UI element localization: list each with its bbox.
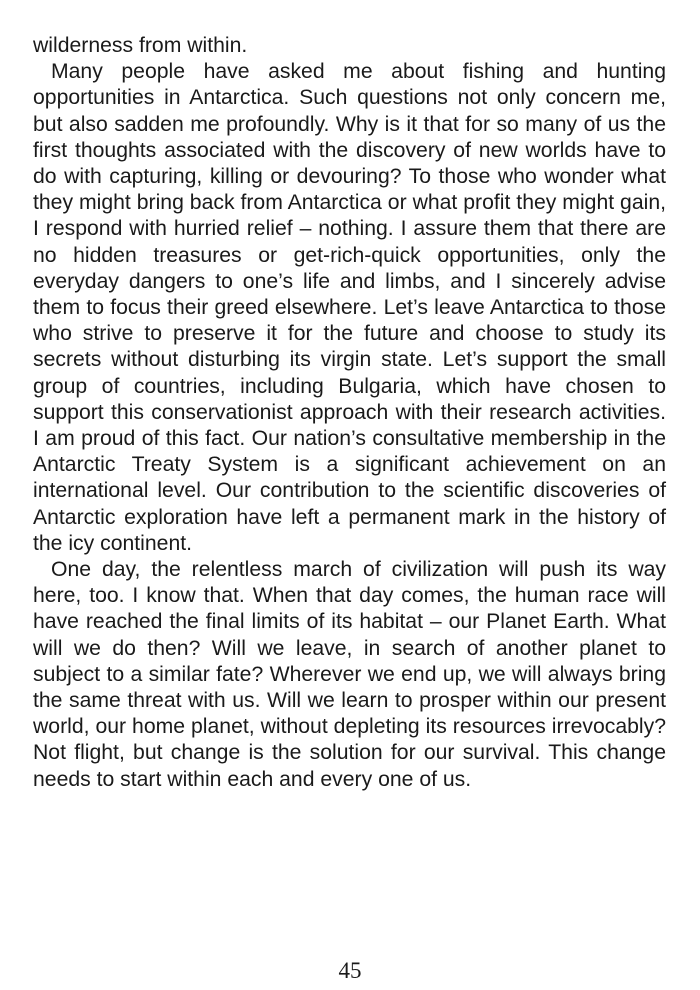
paragraph-civilization: One day, the relentless march of civilization will push its way here, too. I know that. When that day comes, the human race will have reached the final limits of its habitat – our Planet Earth. What will we do then? Will we leave, in search of another planet to subject to a similar fate? Wherever we end up, we will always bring the same threat with us. Will we learn to prosper within our present world, our home planet, without depleting its resources irrevocably? Not flight, but change is the solution for our survival. This change needs to start within each and every one of us. — [33, 558, 666, 791]
body-text — [33, 33, 666, 793]
page-number: 45 — [338, 958, 362, 983]
paragraph-fishing-hunting: Many people have asked me about fishing and hunting opportunities in Antarctica. Such questions not only concern me, but also sadden me profoundly. Why is it that for so many of us the first thoughts associated with the discovery of new worlds have to do with capturing, killing or devouring? To those who wonder what they might bring back from Antarctica or what profit they might gain, I respond with hurried relief – nothing. I assure them that there are no hidden treasures or get-rich-quick opportunities, only the everyday dangers to one’s life and limbs, and I sincerely advise them to focus their greed elsewhere. Let’s leave Antarctica to those who strive to preserve it for the future and choose to study its secrets without disturbing its virgin state. Let’s support the small group of countries, including Bulgaria, which have chosen to support this conservationist approach with their research activities. I am proud of this fact. Our nation’s consultative membership in the Antarctic Treaty System is a significant achievement on an international level. Our contribution to the scientific discoveries of Antarctic exploration have left a permanent mark in the history of the icy continent. — [33, 60, 666, 555]
paragraph-continuation: wilderness from within. — [33, 34, 248, 57]
